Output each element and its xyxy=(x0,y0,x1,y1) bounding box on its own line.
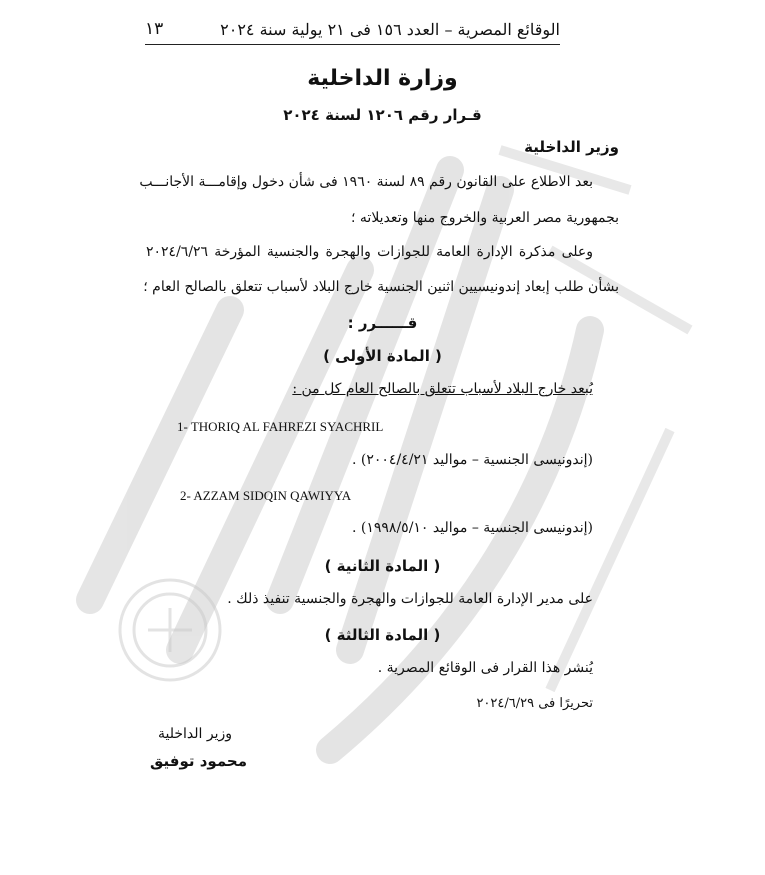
preamble-line-4: بشأن طلب إبعاد إندونيسيين اثنين الجنسية خارج البلاد لأسباب تتعلق بالصالح العام ؛ xyxy=(143,279,619,295)
signature-name: محمود توفيق xyxy=(150,752,247,770)
header-title: الوقائع المصرية – العدد ١٥٦ فى ٢١ يولية سنة ٢٠٢٤ xyxy=(220,19,560,39)
decides-heading: قــــــرر : xyxy=(347,314,418,332)
ministry-title: وزارة الداخلية xyxy=(307,66,458,91)
preamble-line-2: بجمهورية مصر العربية والخروج منها وتعديلاته ؛ xyxy=(351,210,619,226)
minister-heading: وزير الداخلية xyxy=(524,138,619,156)
article-1-intro: يُبعد خارج البلاد لأسباب تتعلق بالصالح العام كل من : xyxy=(292,381,593,397)
article-2-heading: ( المادة الثانية ) xyxy=(324,557,441,575)
page-number: ١٣ xyxy=(145,19,164,39)
signature-title: وزير الداخلية xyxy=(158,726,233,742)
decision-title: قـرار رقم ١٢٠٦ لسنة ٢٠٢٤ xyxy=(283,106,482,124)
preamble-line-1: بعد الاطلاع على القانون رقم ٨٩ لسنة ١٩٦٠ فى شأن دخول وإقامـــة الأجانـــب xyxy=(139,174,593,190)
article-2-text: على مدير الإدارة العامة للجوازات والهجرة والجنسية تنفيذ ذلك . xyxy=(227,591,593,607)
issue-date: تحريرًا فى ٢٠٢٤/٦/٢٩ xyxy=(476,696,593,711)
article-1-heading: ( المادة الأولى ) xyxy=(323,347,442,365)
person-2-details: (إندونيسى الجنسية – مواليد ١٩٩٨/٥/١٠) . xyxy=(352,520,593,536)
person-1-details: (إندونيسى الجنسية – مواليد ٢٠٠٤/٤/٢١) . xyxy=(352,452,593,468)
preamble-line-3: وعلى مذكرة الإدارة العامة للجوازات والهجرة والجنسية المؤرخة ٢٠٢٤/٦/٢٦ xyxy=(146,244,593,260)
running-header xyxy=(145,14,560,45)
person-1-name: 1- THORIQ AL FAHREZI SYACHRIL xyxy=(177,419,384,434)
article-3-text: يُنشر هذا القرار فى الوقائع المصرية . xyxy=(377,660,593,676)
person-2-name: 2- AZZAM SIDQIN QAWIYYA xyxy=(180,488,352,503)
article-3-heading: ( المادة الثالثة ) xyxy=(324,626,441,644)
